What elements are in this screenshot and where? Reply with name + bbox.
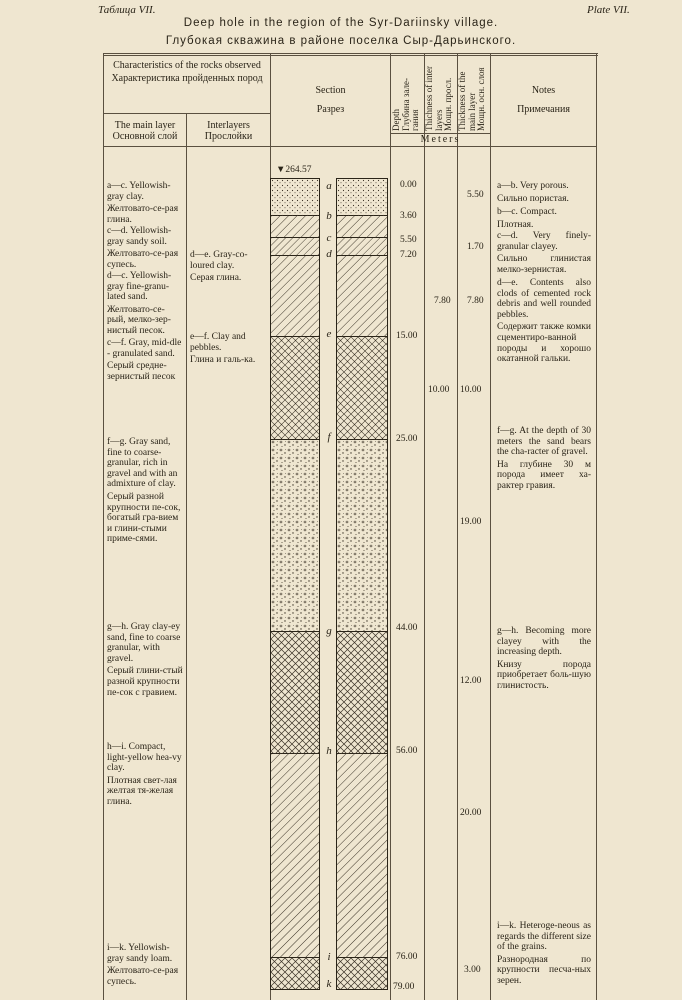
- depth-value: 3.60: [400, 211, 417, 221]
- depth-value: 15.00: [396, 331, 418, 341]
- layer-letter: k: [326, 978, 332, 990]
- thickness-main-value: 12.00: [460, 676, 482, 686]
- depth-value: 25.00: [396, 434, 418, 444]
- thickness-interlayers-header: Thichness of inter layers Мощн. просл.: [424, 66, 453, 131]
- main-layer-entry: c—f. Gray, mid-dle - granulated sand. Серый средне-зернистый песок: [107, 338, 182, 382]
- layer-letter: i: [327, 951, 331, 963]
- section-column-right: [336, 178, 388, 990]
- note-entry: d—e. Contents also clods of cemented rock debris and well rounded pebbles. Содержит также комки сцементиро-ванной породы и хорошо окатанной гальки.: [497, 278, 591, 365]
- meters-header: Meters: [420, 134, 461, 145]
- title-english: Deep hole in the region of the Syr-Dariinsky village.: [183, 17, 499, 29]
- note-entry: g—h. Becoming more clayey with the increasing depth. Книзу порода приобретает боль-шую глинистость.: [497, 626, 591, 691]
- note-entry: c—d. Very finely-granular clayey. Сильно глинистая мелко-зернистая.: [497, 231, 591, 275]
- title-russian: Глубокая скважина в районе поселка Сыр-Дарьинского.: [165, 35, 517, 47]
- thickness-main-value: 3.00: [464, 965, 481, 975]
- thickness-main-value: 1.70: [467, 242, 484, 252]
- note-entry: f—g. At the depth of 30 meters the sand bears the cha-racter of gravel. На глубине 30 м порода имеет ха-рактер гравия.: [497, 426, 591, 491]
- depth-value: 79.00: [393, 982, 415, 992]
- thickness-main-value: 7.80: [467, 296, 484, 306]
- characteristics-header: Characteristics of the rocks observed Характеристика пройденных пород: [111, 60, 263, 84]
- thickness-main-value: 5.50: [467, 190, 484, 200]
- main-layer-entry: i—k. Yellowish-gray sandy loam. Желтовато-се-рая супесь.: [107, 943, 179, 987]
- thickness-main-value: 19.00: [460, 517, 482, 527]
- depth-value: 0.00: [400, 180, 417, 190]
- main-layer-entry: d—c. Yellowish-gray fine-granu-lated sand. Желтовато-се-рый, мелко-зер-нистый песок.: [107, 271, 172, 336]
- main-layer-entry: h—i. Compact, light-yellow hea-vy clay. Плотная свет-лая желтая тя-желая глина.: [107, 742, 182, 807]
- depth-value: 44.00: [396, 623, 418, 633]
- thickness-main-value: 20.00: [460, 808, 482, 818]
- thickness-main-value: 10.00: [460, 385, 482, 395]
- thickness-main-header: Thickness of the main layer Мощн. осн. слоя: [457, 67, 486, 131]
- thickness-interlayer-value: 7.80: [434, 296, 451, 306]
- interlayer-entry: e—f. Clay and pebbles. Глина и галь-ка.: [190, 332, 256, 366]
- layer-letter: e: [326, 328, 332, 340]
- section-column-left: [270, 178, 320, 990]
- layer-letter: a: [326, 180, 332, 192]
- layer-letter: d: [326, 248, 332, 260]
- note-entry: a—b. Very porous. Сильно пористая.: [497, 181, 569, 204]
- depth-value: 56.00: [396, 746, 418, 756]
- layer-letter: g: [326, 625, 332, 637]
- interlayers-header: Interlayers Прослойки: [204, 120, 253, 142]
- layer-letter: c: [326, 232, 332, 244]
- plate-number: Plate VII.: [587, 4, 630, 16]
- note-entry: b—c. Compact. Плотная.: [497, 207, 557, 230]
- main-layer-entry: f—g. Gray sand, fine to coarse-granular, rich in gravel and with an admixture of clay. Серый разной крупности пе-сок, богатый гра-вием и глини-стыми приме-сями.: [107, 437, 181, 545]
- section-header: Section Разрез: [315, 85, 346, 115]
- depth-value: 5.50: [400, 235, 417, 245]
- note-entry: i—k. Heteroge-neous as regards the different size of the grains. Разнородная по крупности песча-ных зерен.: [497, 921, 591, 986]
- table-number: Таблица VII.: [98, 4, 156, 16]
- interlayer-entry: d—e. Gray-co-loured clay. Серая глина.: [190, 250, 248, 284]
- layer-letter: b: [326, 210, 332, 222]
- main-layer-entry: c—d. Yellowish-gray sandy soil. Желтовато-се-рая супесь.: [107, 226, 179, 270]
- depth-value: 7.20: [400, 250, 417, 260]
- layer-letter: f: [327, 431, 331, 443]
- depth-value: 76.00: [396, 952, 418, 962]
- main-layer-entry: g—h. Gray clay-ey sand, fine to coarse granular, with gravel. Серый глини-стый разной крупности пе-сок с гравием.: [107, 622, 183, 698]
- main-layer-header: The main layer Основной слой: [112, 120, 178, 142]
- main-layer-entry: a—c. Yellowish-gray clay. Желтовато-се-рая глина.: [107, 181, 179, 225]
- notes-header: Notes Примечания: [517, 85, 570, 115]
- thickness-interlayer-value: 10.00: [428, 385, 450, 395]
- depth-header: Depth Глубина зале- гания: [391, 78, 420, 131]
- layer-letter: h: [326, 745, 332, 757]
- elevation-mark: ▼264.57: [276, 165, 312, 175]
